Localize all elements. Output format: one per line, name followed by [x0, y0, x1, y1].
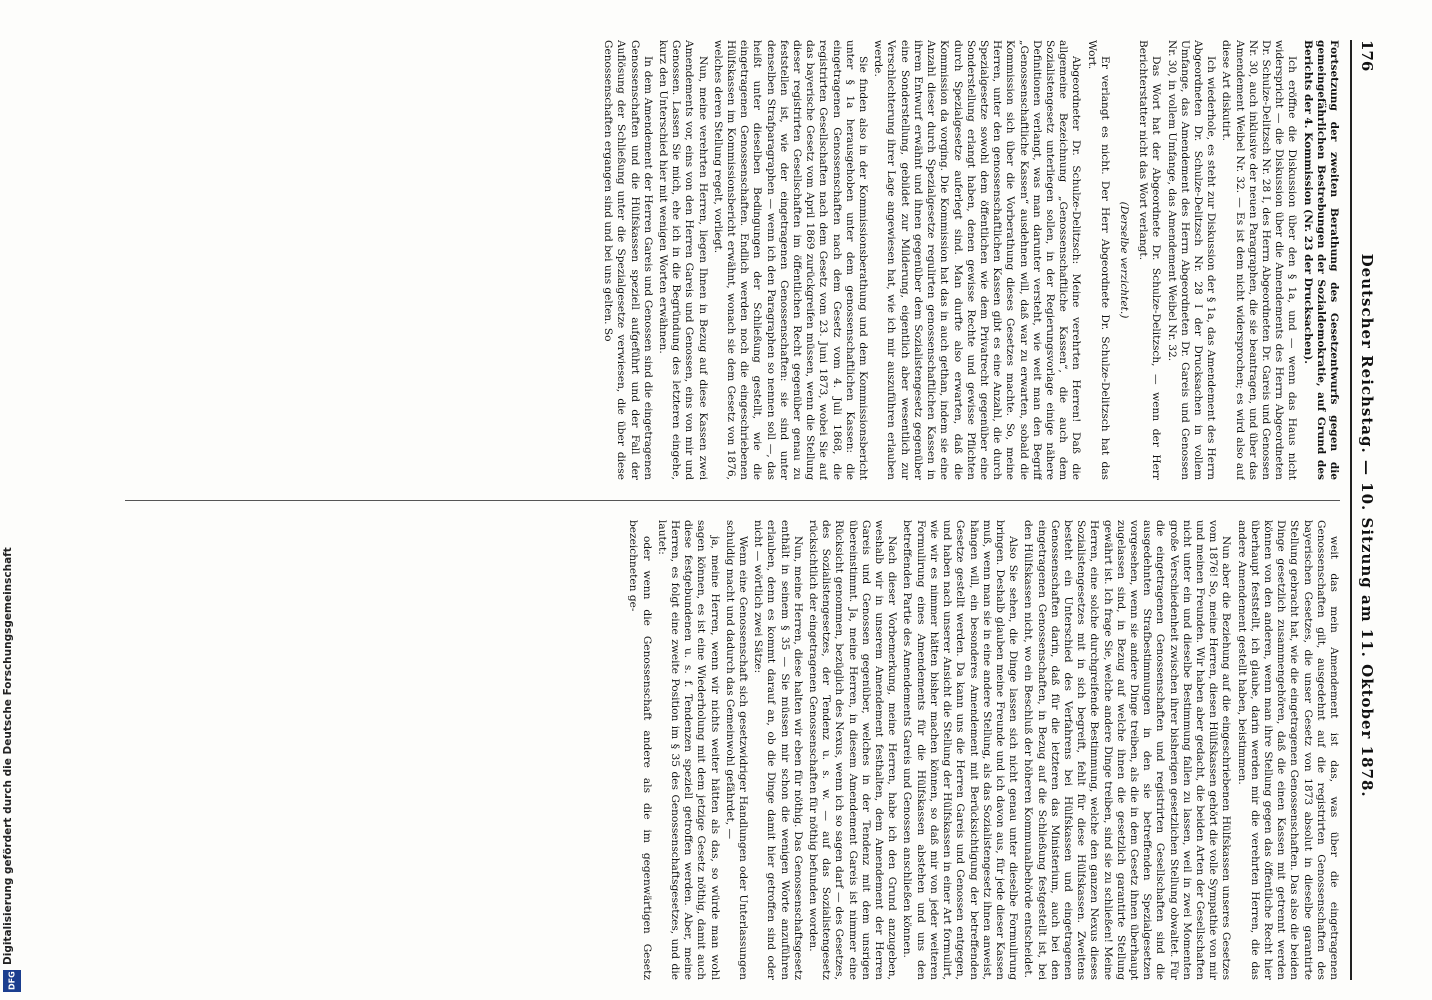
- paragraph: Das Wort hat der Abgeordnete Dr. Schulze-Delitzsch, — wenn der Herr Berichterstatter nicht das Wort verlangt.: [1137, 40, 1163, 480]
- paragraph: In dem Amendement der Herren Gareis und Genossen sind die eingetragenen Genossenschaften und die Hülfskassen speziell aufgeführt und der Fall der Auflösung der Schließung unter die Spezialgesetze verwiesen, die über diese Genossenschaften ergangen sind und bei uns gelten. So: [602, 40, 654, 480]
- digitization-credit: Digitalisierung gefördert durch die Deutsche Forschungsgemeinschaft: [2, 547, 14, 965]
- paragraph: Nun, meine verehrten Herren, liegen Ihnen in Bezug auf diese Kassen zwei Amendements vor, eins von den Herren Gareis und Genossen, eins von mir und Genossen. Lassen Sie mich, ehe ich in die Begründung des letzteren eingehe, kurz den Unterschied hier mit wenigen Worten erwähnen.: [657, 40, 709, 480]
- paragraph: oder wenn die Genossenschaft andere als die im gegenwärtigen Gesetz bezeichneten ge-: [627, 520, 653, 980]
- page-title: Deutscher Reichstag. — 10. Sitzung am 11. Oktober 1878.: [1358, 253, 1376, 798]
- paragraph: Also Sie sehen, die Dinge lassen sich nicht genau unter dieselbe Formulirung bringen. Deshalb glauben meine Freunde und ich davon aus, für jede dieser Kassen muß, wenn man sie in eine andere Stellung, als das Sozialistengesetz ihnen anweist, hängen will, ein besonderes Amendement mit Berücksichtigung der betreffenden Gesetze gestellt werden. Da kann uns die Herren Gareis und Genossen entgegen, und haben nach unserer Ansicht die Stellung der Hülfskassen in einer Art formulirt, wie wir es nimmer hätten bisher machen können, so daß mir von jeder weiteren Formulirung eines Amendements für die Hülfskassen abstehen und uns den betreffenden Partie des Amendements Gareis und Genossen anschließen können.: [901, 520, 1020, 980]
- center-note: (Derselbe verzichtet.): [1117, 201, 1130, 319]
- paragraph: Sie finden also in der Kommissionsberathung und dem Kommissionsbericht unter § 1a herausgehoben unter dem genossenschaftlichen Kassen: die eingetragenen Genossenschaften nach dem Gesetz vom 4. Juli 1868, die registrirten Gesellschaften nach dem Gesetz vom 23. Juni 1873, wobei Sie auf das bayerische Gesetz vom April 1869 zurückgreifen müssen, wenn die Stellung dieser registrirten Gesellschaften im öffentlichen Recht gegenüber genau zu feststellen ist, wie der eingetragenen Genossenschaften: sie sind unter denselben Strafparagraphen — wenn ich den Paragraphen so nennen soll —, das heißt unter dieselben Bedingungen der Schließung gestellt, wie die eingetragenen Genossenschaften. Endlich werden noch die eingeschriebenen Hülfskassen im Kommissionsbericht erwähnt, wonach sie dem Gesetz von 1876, welches deren Stellung regelt, vorliegt.: [711, 40, 870, 480]
- rotated-page-content: [100, 0, 1400, 1000]
- page-header: [1350, 40, 1382, 980]
- right-column: [125, 520, 1340, 980]
- agenda-heading: Fortsetzung der zweiten Berathung des Gesetzentwurfs gegen die gemeingefährlichen Bestrebungen der Sozialdemokratie, auf Grund des Berichts der 4. Kommission (Nr. 23 der Drucksachen).: [1301, 40, 1340, 480]
- paragraph: Ich eröffne die Diskussion über den § 1a, und — wenn das Haus nicht widerspricht — die Diskussion über die Amendements des Herrn Abgeordneten Dr. Schulze-Delitzsch Nr. 28 I, des Herrn Abgeordneten Dr. Gareis und Genossen Nr. 30, auch inklusive der neuen Paragraphen, die sie beantragen, und über das Amendement Weibel Nr. 32. — Es ist dem nicht widersprochen; es wird also auf diese Art diskutirt.: [1220, 40, 1299, 480]
- dfg-logo-icon: DFG: [3, 970, 21, 992]
- paragraph: Nach dieser Vorbemerkung, meine Herren, habe ich den Grund anzugeben, weshalb wir in unserem Amendement festhalten, dem Amendement der Herren Gareis und Genossen gegenüber, welches in der Tendenz mit dem unsrigen übereinstimmt. Ja, meine Herren, in diesem Amendement Gareis ist nimmer eine Rücksicht genommen, bezüglich des Nexus, wenn ich so sagen darf — des Gesetzes, des Sozialistengesetzes, der Tendenz u. s. w. — auf das Sozialistengesetz rücksichtlich der eingetragenen Genossenschaften für nöthig befunden worden.: [807, 520, 899, 980]
- page-number: 176: [1358, 40, 1376, 72]
- column-divider: [125, 500, 1340, 501]
- paragraph: Er verlangt es nicht. Der Herr Abgeordnete Dr. Schulze-Delitzsch hat das Wort.: [1085, 40, 1111, 480]
- paragraph: Wenn eine Genossenschaft sich gesetzwidriger Handlungen oder Unterlassungen schuldig macht und dadurch das Gemeinwohl gefährdet, —: [723, 520, 750, 980]
- paragraph: ja, meine Herren, wenn wir nichts weiter hätten als das, so würde man wohl sagen können, es ist eine Wiederholung mit dem jetzige Gesetz nöthig, damit auch diese festgebundenen u. s. f. Tendenzen speziell getroffen werden. Aber, meine Herren, es folgt eine zweite Position im § 35 des Genossenschaftsgesetzes, und die lautet:: [655, 520, 721, 980]
- paragraph: Ich wiederhole, es steht zur Diskussion der § 1a, das Amendement des Herrn Abgeordneten Dr. Schulze-Delitzsch Nr. 28 I der Drucksachen in vollem Umfange, das Amendement des Herrn Abgeordneten Dr. Gareis und Genossen Nr. 30, in vollem Umfange, das Amendement Weibel Nr. 32.: [1165, 40, 1218, 480]
- paragraph: weit das mein Amendement ist das, was über die eingetragenen Genossenschaften gilt, ausgedehnt auf die registrirten Genossenschaften des bayerischen Gesetzes, die unser Gesetz von 1873 absolut in dieselbe garantirte Stellung gebracht hat, wie die eingetragenen Genossenschaften. Das also die beiden Dinge gesetzlich zusammengehören, daß die einen Kassen mit getrennt werden können von den anderen, wenn man ihre Stellung gegen das öffentliche Recht hier überhaupt feststellt, ich glaube, darin werden mir die verehrten Herren, die das andere Amendement gestellt haben, beistimmen.: [1235, 520, 1340, 980]
- paragraph: Abgeordneter Dr. Schulze-Delitzsch: Meine verehrten Herren! Daß die allgemeine Bezeichnung „Genossenschaftliche Kassen“, die auch dem Sozialistengesetz unterliegen sollen, in der Regierungsvorlage einige nähere Definitionen verlangt, was man darunter versteht, wie weit man den Begriff „Genossenschaftliche Kassen“ ausdehnen will, daß war zu erwarten, sobald die Kommission sich über die Vorberathung dieses Gesetzes machte. So, meine Herren, unter den genossenschaftlichen Kassen gibt es eine Anzahl, die durch Spezialgesetze sowohl dem öffentlichen wie dem Privatrecht gegenüber eine Sonderstellung erlangt haben, denen gewisse Rechte und gewisse Pflichten durch Spezialgesetze auferlegt sind. Man durfte also erwarten, daß die Kommission da vorging. Die Kommission hat das in auch gethan, indem sie eine Anzahl dieser durch Spezialgesetze regulirten genossenschaftlichen Kassen in ihrem Entwurf erwähnt und ihnen gegenüber dem Sozialistengesetz gegenüber eine Sonderstellung, gebildet zur Milderung, eigentlich aber wesentlich zur Verschlechterung ihrer Lage angewiesen hat, wie ich mir auszuführen erlauben werde.: [872, 40, 1083, 480]
- paragraph: Nun, meine Herren, diese halten wir eben für nöthig. Das Genossenschaftsgesetz enthält in seinem § 35 — Sie müssen mir schon die wenigen Worte anzuführen erlauben, denn es kommt darauf an, ob die Dinge damit hier getroffen sind oder nicht — wörtlich zwei Sätze:: [752, 520, 804, 980]
- paragraph: Nun aber die Beziehung auf die eingeschriebenen Hülfskassen unseres Gesetzes vom 1876! So, meine Herren, diesen Hülfskassen gehört die volle Sympathie von mir und meinen Freunden. Wir haben aber gedacht, die beiden Arten der Gesellschaften nicht unter ein und dieselbe Bestimmung fallen zu lassen, weil in zwei Momenten große Verschiedenheit zwischen ihrer bisherigen gesetzlichen Stellung obwaltet. Für die eingetragenen Genossenschaften und registrirten Gesellschaften sind die ausgedehnten Strafbestimmungen in den sie betreffenden Spezialgesetzen vorgesehen, wenn sie andere Dinge treiben, als die in dem Gesetz ihnen überhaupt zugelassen sind, in Bezug auf welche ihnen die gesetzlich garantirte Stellung gewährt ist. Ich frage Sie, welche andere Dinge treiben, sind sie zu schließen! Meine Herren, eine solche durchgreifende Bestimmung, welche den ganzen Nexus dieses Sozialistengesetzes mit in sich begreift, fehlt für diese Hülfskassen. Zweitens besteht ein Unterschied des Verfahrens bei Hülfskassen und eingetragenen Genossenschaften darin, daß für die letzteren das Ministerium, auch bei den eingetragenen Genossenschaften, in Bezug auf die Schließung festgestellt ist, bei den Hülfskassen nicht, wo ein Beschluß der höheren Kommunalbehörde entscheidet.: [1022, 520, 1233, 980]
- left-column: [125, 40, 1340, 480]
